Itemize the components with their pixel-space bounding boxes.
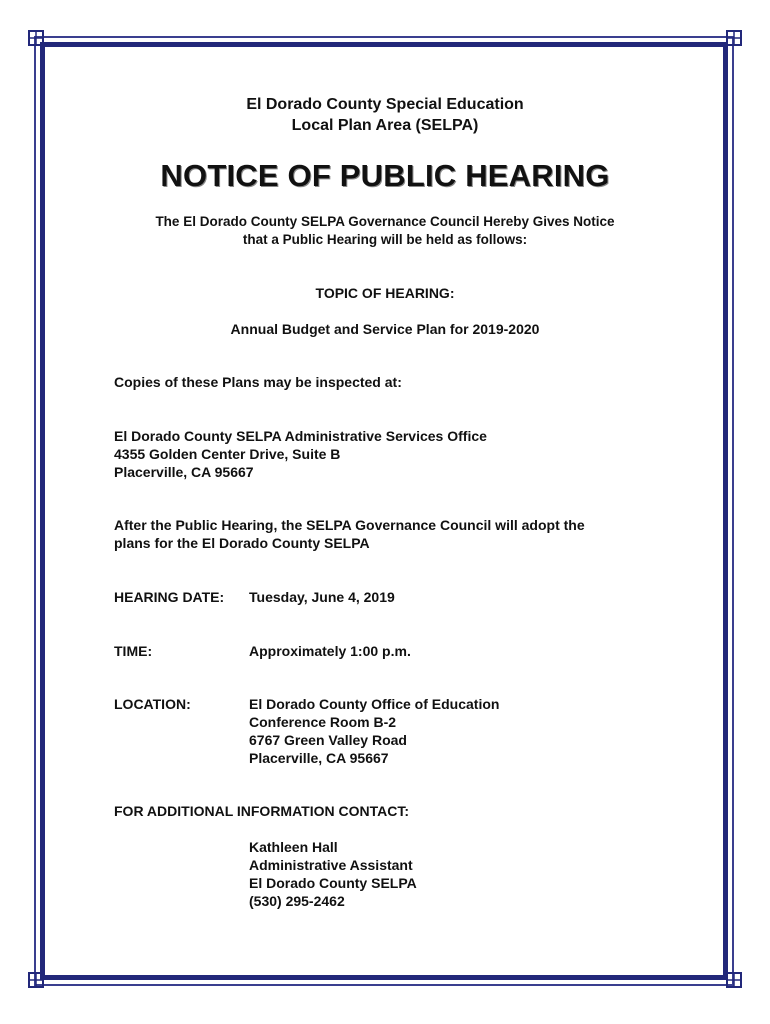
after-hearing-line-2: plans for the El Dorado County SELPA (114, 535, 370, 551)
contact-title: Administrative Assistant (249, 857, 413, 873)
location-line-4: Placerville, CA 95667 (249, 750, 389, 766)
time-label: TIME: (114, 643, 153, 659)
contact-organization: El Dorado County SELPA (249, 875, 417, 891)
organization-name: El Dorado County Special Education (246, 96, 524, 113)
corner-ornament-bottom-right (726, 972, 742, 988)
topic-label: TOPIC OF HEARING: (315, 285, 455, 301)
location-line-3: 6767 Green Valley Road (249, 732, 407, 748)
hearing-date-value: Tuesday, June 4, 2019 (249, 589, 395, 605)
organization-subname: Local Plan Area (SELPA) (291, 117, 479, 134)
topic-value: Annual Budget and Service Plan for 2019-2020 (230, 321, 540, 337)
time-value: Approximately 1:00 p.m. (249, 643, 411, 659)
page-title: NOTICE OF PUBLIC HEARING (160, 158, 610, 193)
location-label: LOCATION: (114, 696, 191, 712)
location-line-2: Conference Room B-2 (249, 714, 397, 730)
contact-phone: (530) 295-2462 (249, 893, 345, 909)
hearing-date-label: HEARING DATE: (114, 589, 225, 605)
corner-ornament-top-left (28, 30, 44, 46)
after-hearing-line-1: After the Public Hearing, the SELPA Governance Council will adopt the (114, 517, 585, 533)
contact-name: Kathleen Hall (249, 839, 338, 855)
corner-ornament-bottom-left (28, 972, 44, 988)
copies-address-line-1: El Dorado County SELPA Administrative Services Office (114, 428, 487, 444)
location-line-1: El Dorado County Office of Education (249, 696, 500, 712)
copies-address-line-2: 4355 Golden Center Drive, Suite B (114, 446, 341, 462)
contact-label: FOR ADDITIONAL INFORMATION CONTACT: (114, 803, 410, 819)
intro-line-2: that a Public Hearing will be held as follows: (242, 232, 528, 247)
corner-ornament-top-right (726, 30, 742, 46)
intro-line-1: The El Dorado County SELPA Governance Council Hereby Gives Notice (155, 214, 615, 229)
copies-label: Copies of these Plans may be inspected at: (114, 374, 402, 390)
copies-address-line-3: Placerville, CA 95667 (114, 464, 254, 480)
